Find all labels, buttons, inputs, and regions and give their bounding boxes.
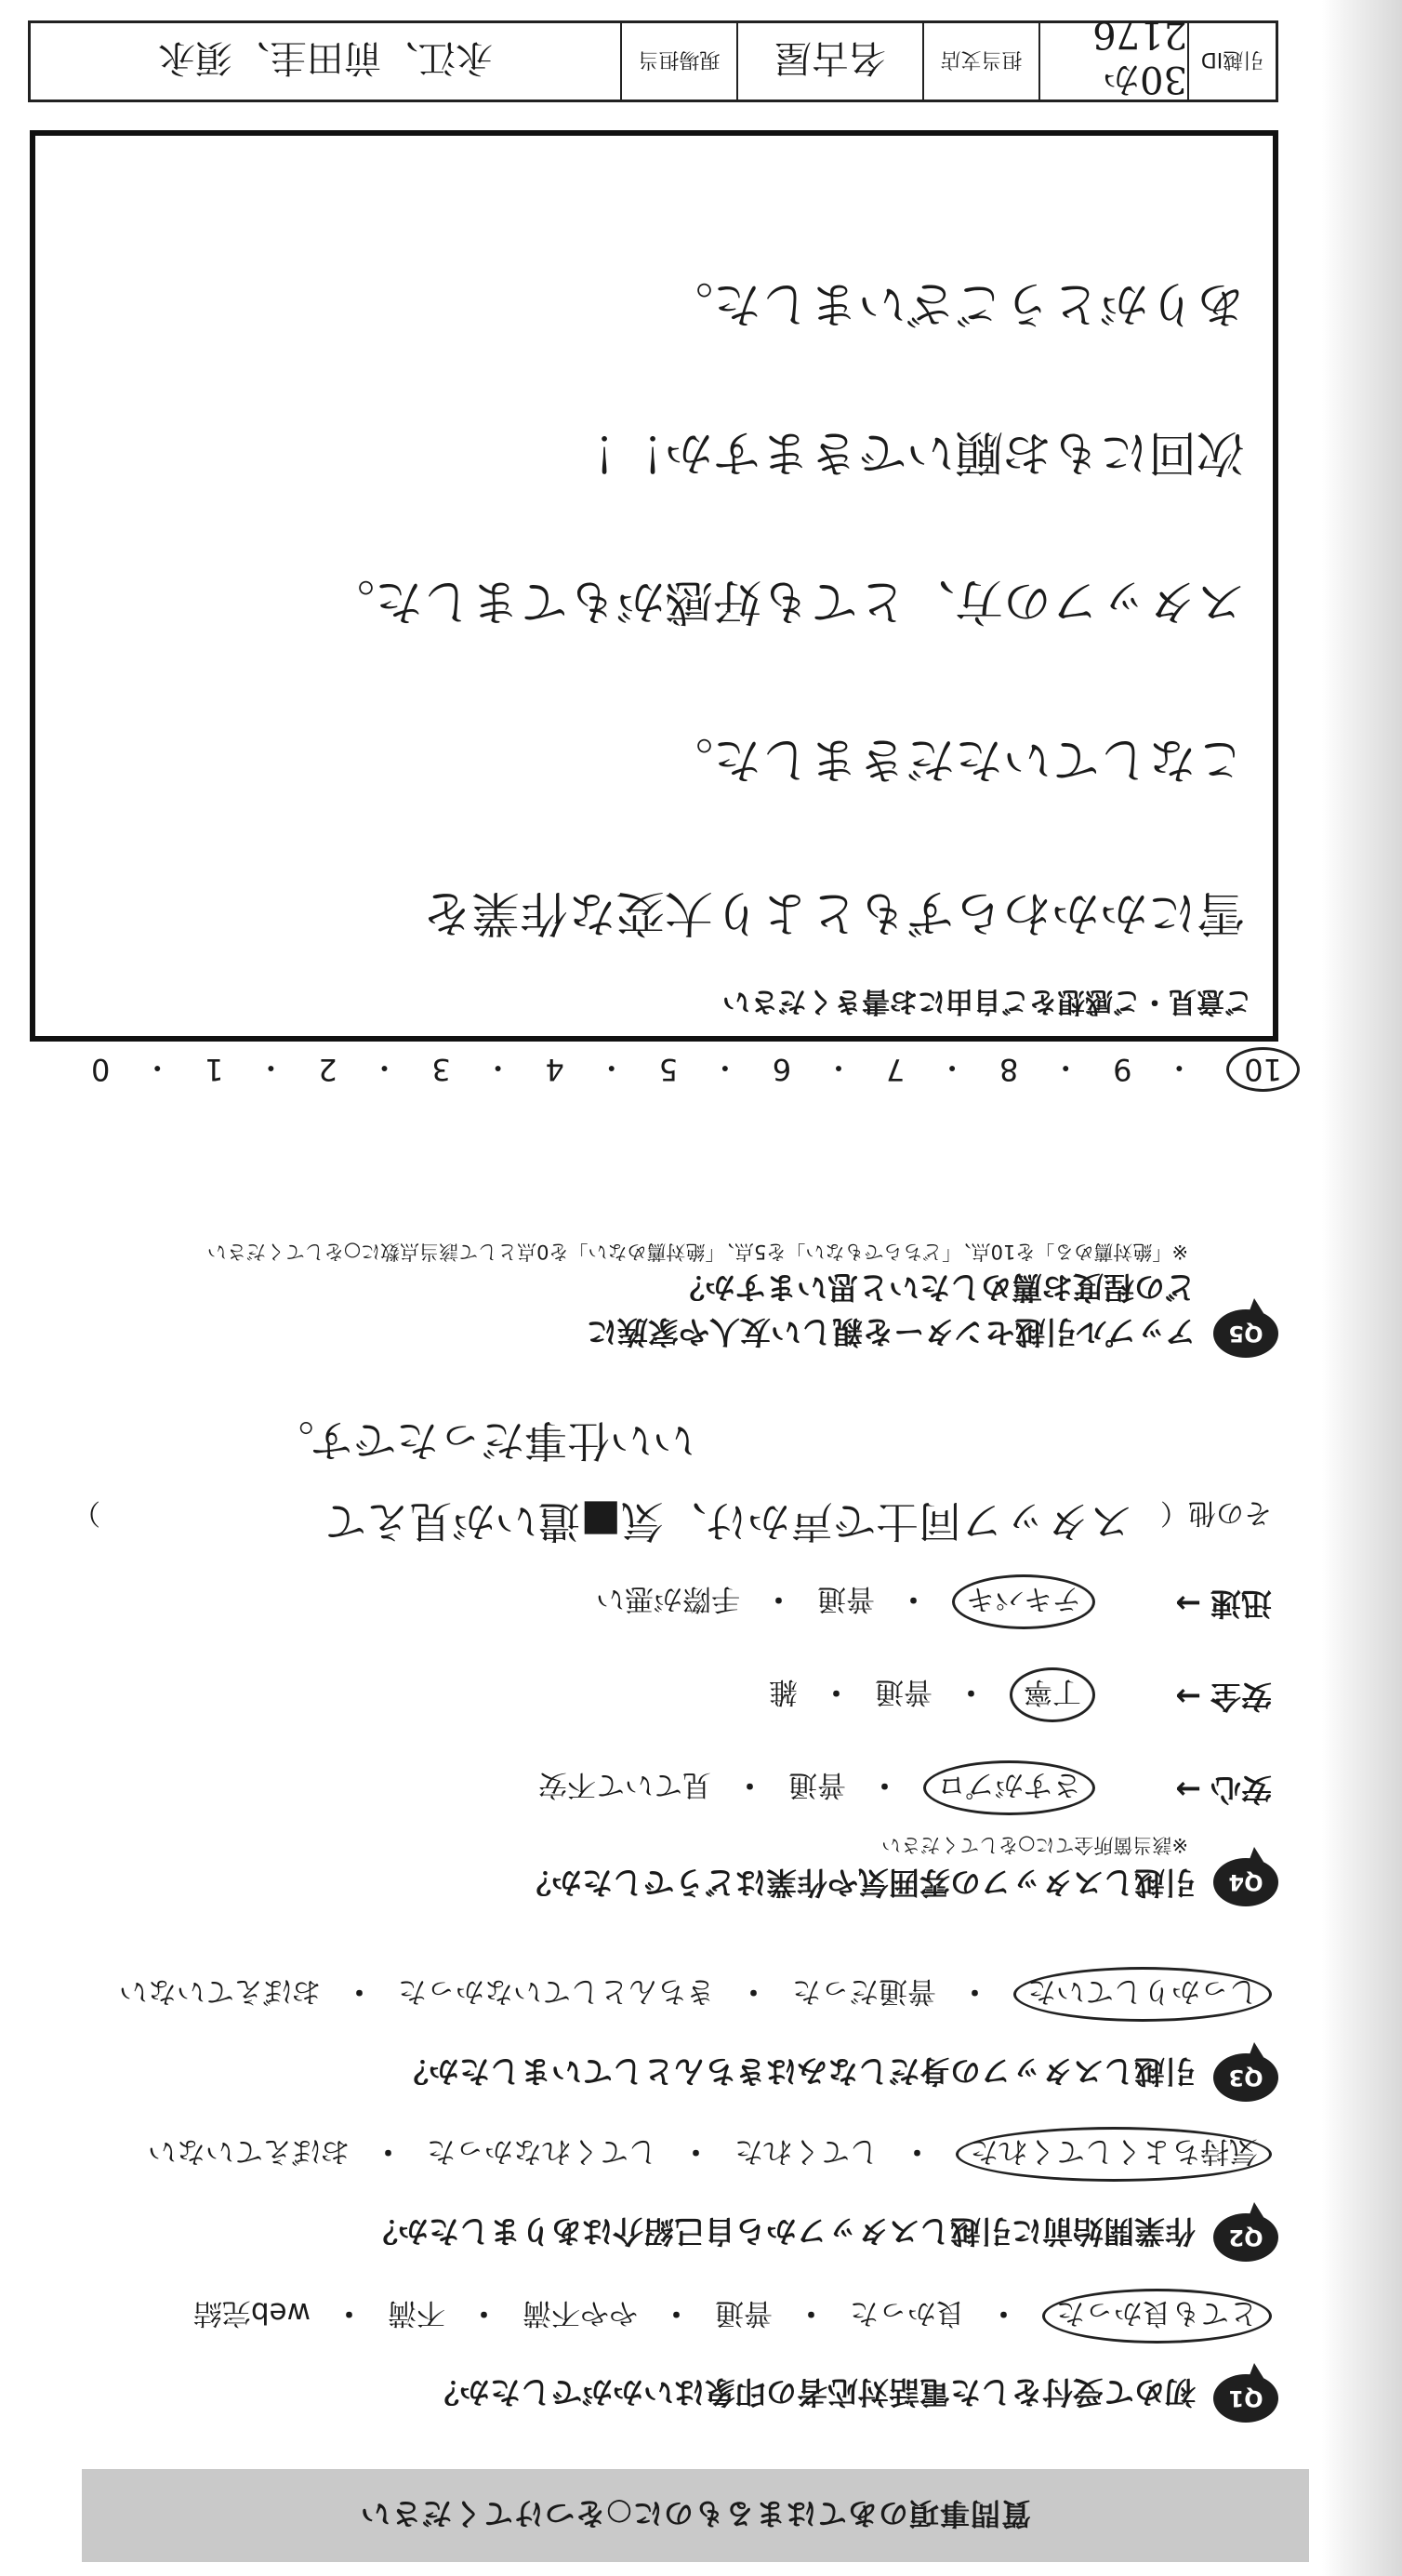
q1-option-selected[interactable]: とても良かった <box>1042 2289 1272 2344</box>
q4-other-label: その他（ <box>1160 1496 1272 1529</box>
q2-option[interactable]: おぼえていない <box>148 2134 350 2168</box>
q5-score[interactable]: 1 <box>205 1052 224 1087</box>
q5-score[interactable]: 6 <box>772 1052 792 1087</box>
comment-line-1: 雪にかかわらずもとより大変な作業を <box>422 884 1245 940</box>
q1-question: 初めて受付をした電話対応者の印象はいかがでしたか？ <box>429 2374 1196 2410</box>
q2-option-selected[interactable]: 気持ちよくしてくれた <box>956 2127 1272 2182</box>
q1-option[interactable]: やや不満 <box>522 2296 638 2330</box>
q4-row-jinsoku: 迅速→ <box>1175 1586 1272 1622</box>
q3-option-selected[interactable]: しっかりしていた <box>1013 1967 1272 2022</box>
q5-score[interactable]: 8 <box>999 1052 1019 1087</box>
q1-option[interactable]: 普通 <box>715 2296 773 2330</box>
q4-jinsoku-option[interactable]: 手際が悪い <box>596 1582 740 1615</box>
q4-badge: Q4 <box>1213 1858 1278 1906</box>
comments-title: ご意見・ご感想をご自由にお書きください <box>722 985 1252 1017</box>
q4-row-jinsoku-options: テキパキ ・ 普通 ・ 手際が悪い <box>596 1574 1095 1629</box>
q5-score[interactable]: 0 <box>91 1052 111 1087</box>
q5-score[interactable]: 2 <box>318 1052 337 1087</box>
q5-score[interactable]: 5 <box>658 1052 679 1087</box>
q3-question: 引越しスタッフの身だしなみはきちんとしていましたか？ <box>398 2053 1196 2090</box>
branch-value: 名古屋 <box>736 23 922 100</box>
q3-option[interactable]: きちんとしていなかった <box>398 1974 715 2008</box>
staff-value: 永江、前田圭、須永 <box>158 36 493 80</box>
q4-other-handwritten: スタッフ同士で声かけ、気■遣いが見えて <box>324 1496 1132 1547</box>
q4-row-anzen: 安全→ <box>1175 1679 1272 1715</box>
q5-score-selected[interactable]: 10 <box>1226 1047 1300 1092</box>
q4-row-anshin: 安心→ <box>1175 1772 1272 1808</box>
q4-anshin-option[interactable]: 普通 <box>788 1768 846 1801</box>
q3-badge: Q3 <box>1213 2053 1278 2102</box>
q2-badge: Q2 <box>1213 2213 1278 2262</box>
moving-id-table <box>28 13 1278 102</box>
comment-line-4: 次回にもお願いできますか！！ <box>567 424 1245 480</box>
q3-options: しっかりしていた ・ 普通だった ・ きちんとしていなかった ・ おぼえていない <box>119 1967 1272 2022</box>
scan-edge-shadow <box>1322 0 1402 2576</box>
q5-question-line2: どの程度お薦めしたいと思いますか？ <box>674 1269 1196 1306</box>
q2-option[interactable]: してくれた <box>734 2134 879 2168</box>
comments-box[interactable] <box>30 130 1278 1042</box>
q5-score[interactable]: 9 <box>1113 1052 1132 1087</box>
q2-question: 作業開始前に引越しスタッフから自己紹介はありましたか？ <box>367 2213 1196 2250</box>
q5-score[interactable]: 3 <box>431 1052 451 1087</box>
comment-line-5: ありがとうございました。 <box>664 275 1245 331</box>
q4-anzen-option[interactable]: 普通 <box>875 1675 932 1708</box>
q5-question-line1: アップル引越センターを親しい友人や家族に <box>586 1314 1196 1350</box>
q1-option[interactable]: 良かった <box>850 2296 965 2330</box>
branch-label: 担当支店 <box>922 23 1038 100</box>
q4-note: ※該当箇所全てに○をしてください <box>881 1834 1188 1856</box>
comment-line-3: スタッフの方、とても好感がもてました。 <box>325 573 1245 629</box>
q2-options: 気持ちよくしてくれた ・ してくれた ・ してくれなかった ・ おぼえていない <box>148 2127 1272 2182</box>
q5-score[interactable]: 4 <box>545 1052 564 1087</box>
q4-anzen-selected[interactable]: 丁寧 <box>1010 1667 1095 1722</box>
q4-anshin-selected[interactable]: さすがプロ <box>923 1760 1095 1815</box>
q1-badge: Q1 <box>1213 2374 1278 2423</box>
staff-label: 現場担当 <box>620 23 736 100</box>
q4-row-anshin-options: さすがプロ ・ 普通 ・ 見ていて不安 <box>538 1760 1095 1815</box>
q4-question: 引越しスタッフの雰囲気や作業はどうでしたか？ <box>521 1865 1196 1901</box>
q1-options: とても良かった ・ 良かった ・ 普通 ・ やや不満 ・ 不満 ・ web完結 <box>193 2289 1272 2344</box>
q1-option[interactable]: 不満 <box>388 2296 445 2330</box>
q1-option[interactable]: web完結 <box>192 2296 311 2330</box>
q4-other-handwritten-2: いい仕事だったです。 <box>271 1415 695 1466</box>
q5-badge: Q5 <box>1213 1309 1278 1358</box>
q4-anzen-option[interactable]: 雑 <box>769 1675 798 1708</box>
q5-score[interactable]: 7 <box>885 1052 906 1087</box>
q3-option[interactable]: おぼえていない <box>119 1974 321 2008</box>
instruction-banner: 質問事項のあてはまるものに○をつけてください <box>82 2469 1309 2562</box>
q4-other-close: ） <box>73 1496 100 1529</box>
comment-line-2: こなしていただきました。 <box>664 731 1245 787</box>
q5-note: ※「絶対薦める」を10点、「どちらでもない」を5点、「絶対薦めない」を0点として該当点数に○をしてください <box>206 1241 1188 1263</box>
id-value: 30か2176 <box>1038 23 1187 100</box>
q4-jinsoku-option[interactable]: 普通 <box>817 1582 875 1615</box>
q4-jinsoku-selected[interactable]: テキパキ <box>952 1574 1095 1629</box>
q5-scale: 10 ・ 9 ・ 8 ・ 7 ・ 6 ・ 5 ・ 4 ・ 3 ・ 2 ・ 1 ・ 0 <box>91 1047 1300 1092</box>
q4-row-anzen-options: 丁寧 ・ 普通 ・ 雑 <box>769 1667 1095 1722</box>
q4-anshin-option[interactable]: 見ていて不安 <box>538 1768 711 1801</box>
id-label: 引越ID <box>1187 23 1276 100</box>
q3-option[interactable]: 普通だった <box>792 1974 936 2008</box>
q2-option[interactable]: してくれなかった <box>427 2134 657 2168</box>
